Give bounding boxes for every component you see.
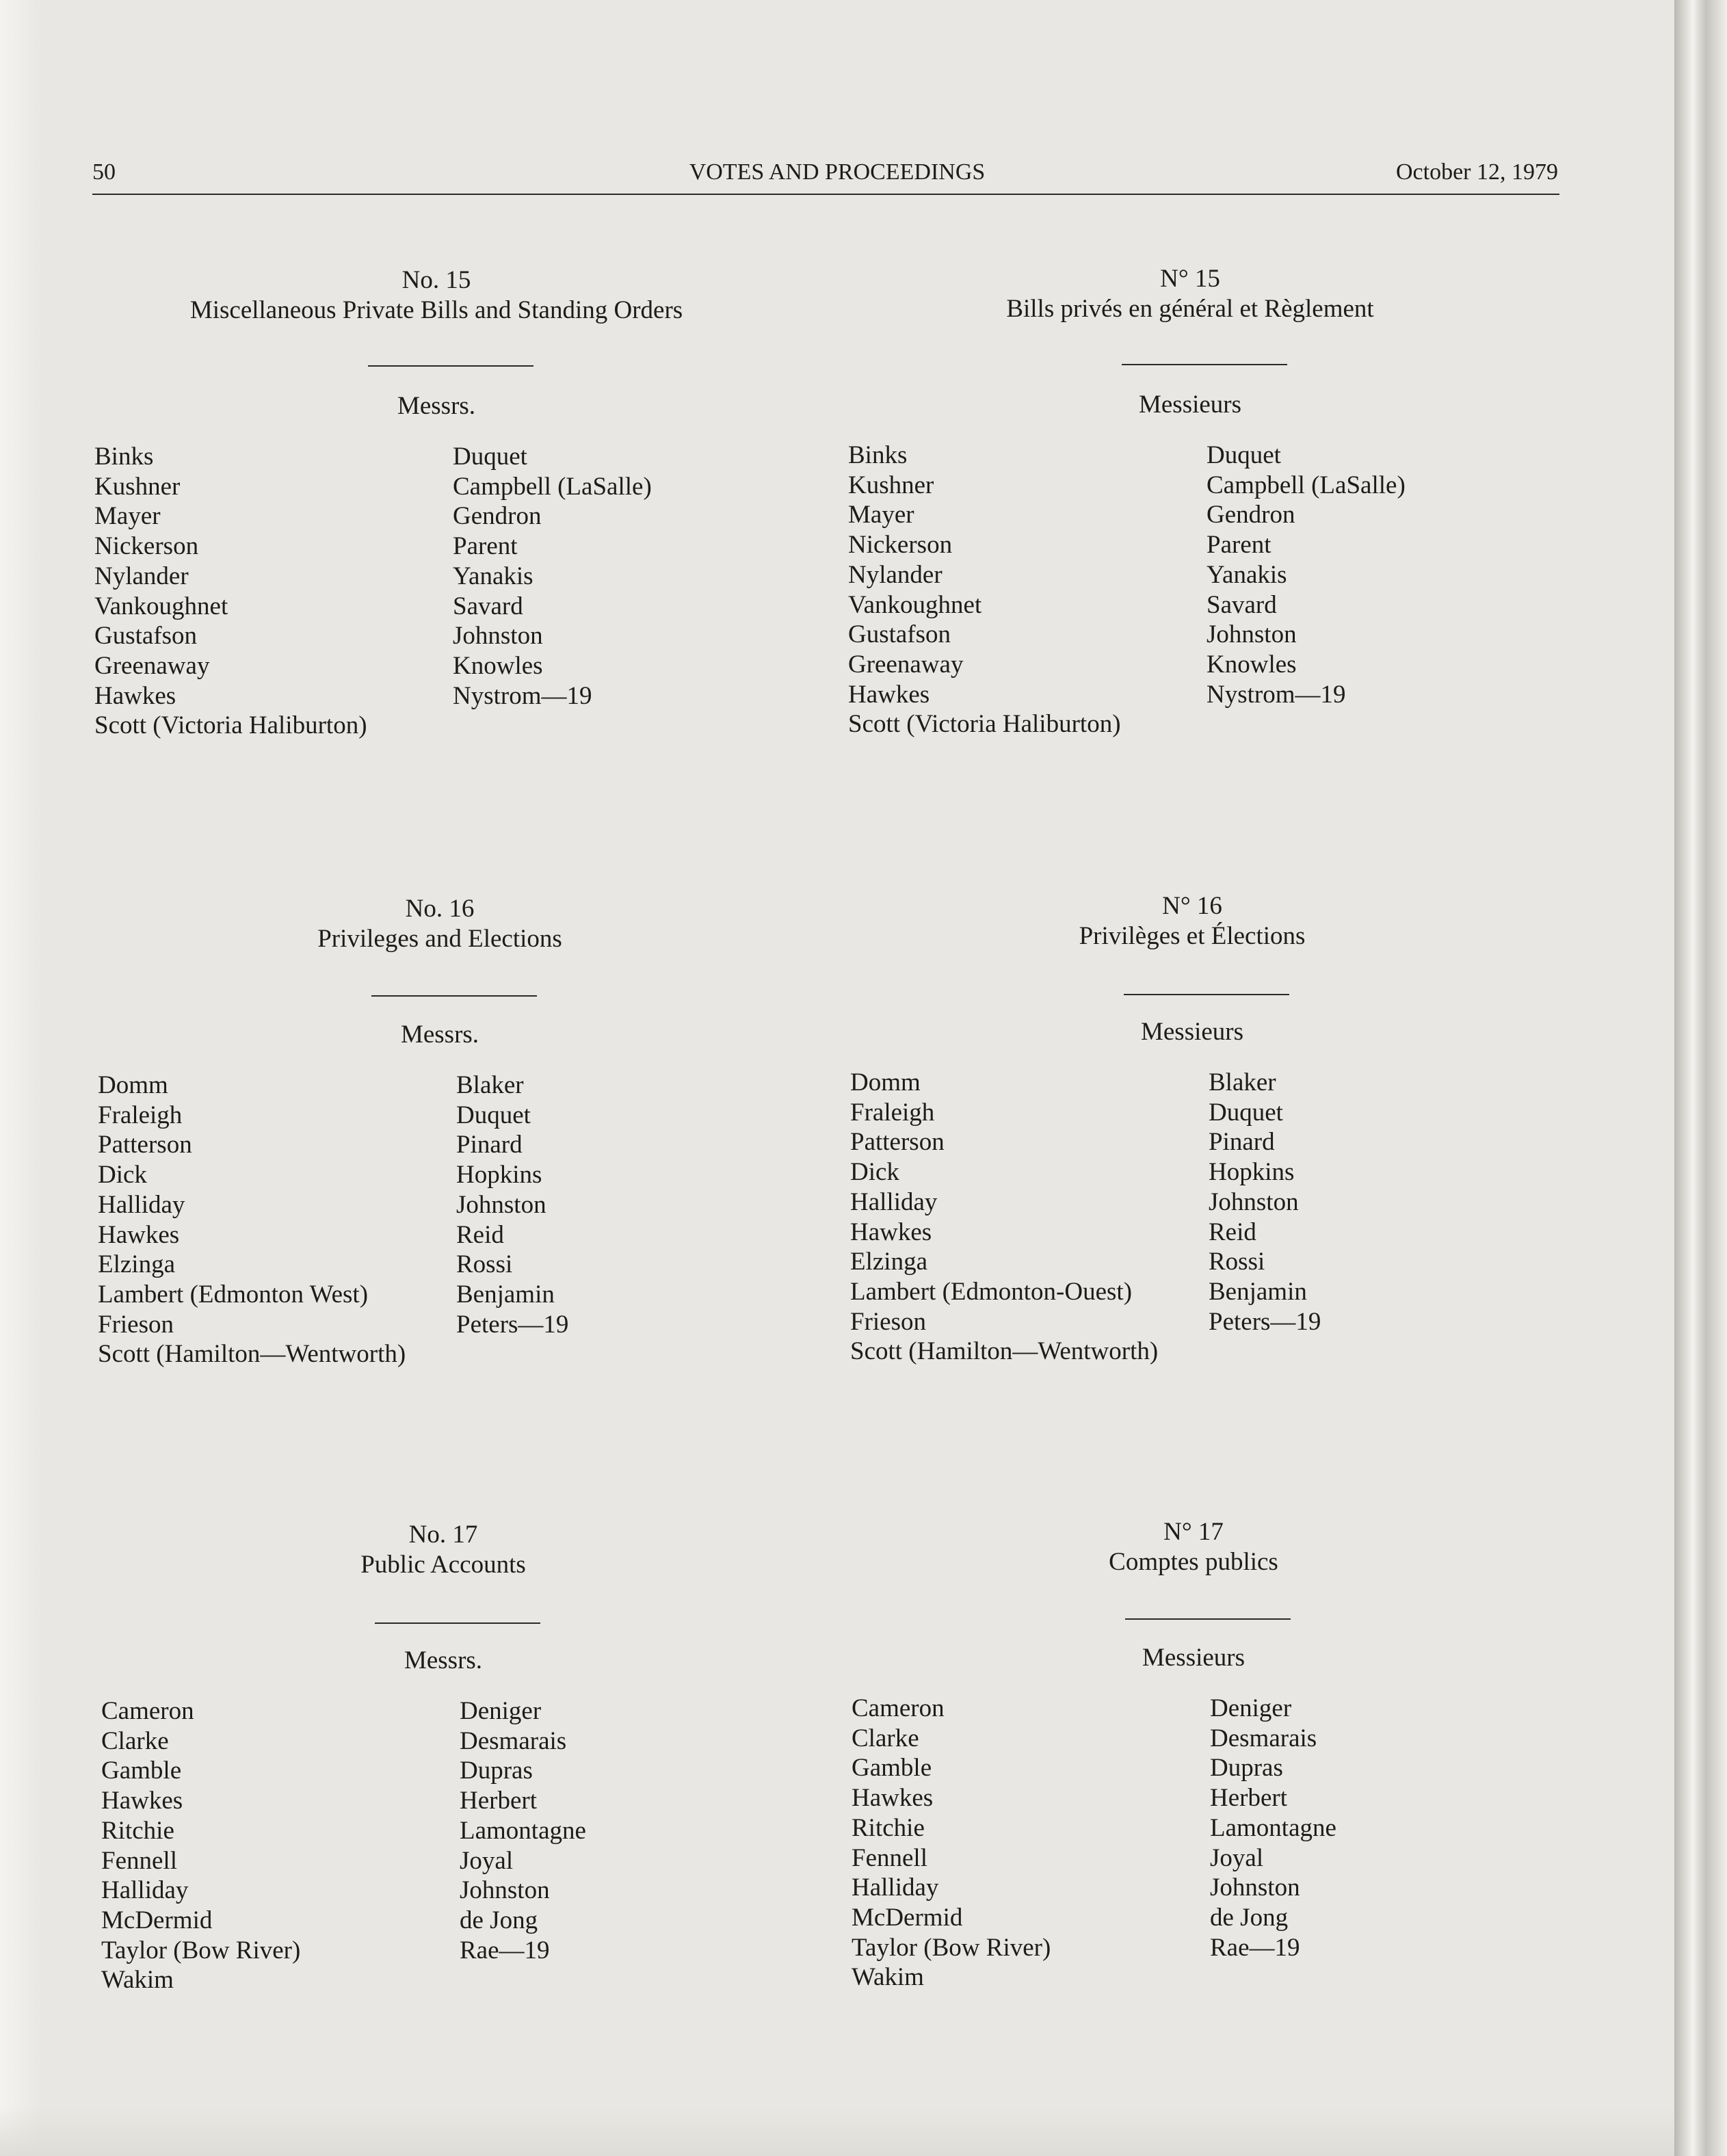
running-header-title: VOTES AND PROCEEDINGS xyxy=(689,159,986,185)
members-column-left xyxy=(852,1694,1051,1993)
member-name: Taylor (Bow River) xyxy=(852,1933,1051,1962)
committee-title: Comptes publics xyxy=(1109,1548,1278,1576)
member-name: Rossi xyxy=(456,1250,513,1279)
member-name: Greenaway xyxy=(848,650,964,679)
members-column-left xyxy=(850,1068,1158,1367)
member-name: Lamontagne xyxy=(460,1816,586,1845)
member-name: Kushner xyxy=(94,472,181,501)
member-name: Joyal xyxy=(460,1846,514,1875)
members-column-right xyxy=(1207,441,1406,709)
member-name: McDermid xyxy=(101,1906,213,1934)
member-name: Johnston xyxy=(1209,1187,1299,1216)
members-column-right xyxy=(1209,1068,1321,1337)
page-number: 50 xyxy=(92,159,116,185)
section-rule xyxy=(368,365,533,367)
section-rule xyxy=(1125,1618,1291,1620)
member-name: Pinard xyxy=(1209,1128,1275,1157)
member-name: Vankoughnet xyxy=(94,592,228,620)
member-name: Johnston xyxy=(453,622,543,650)
header-rule xyxy=(92,194,1559,195)
section-rule xyxy=(371,995,537,997)
committee-title: Privilèges et Élections xyxy=(1079,922,1306,950)
member-name: Hawkes xyxy=(94,681,176,710)
member-name: Clarke xyxy=(852,1724,919,1752)
member-name: Peters—19 xyxy=(1209,1307,1321,1336)
section-rule xyxy=(1124,994,1289,995)
page-bottom-shade xyxy=(0,2107,1674,2156)
member-name: Vankoughnet xyxy=(848,590,982,619)
member-name: Hawkes xyxy=(850,1218,932,1246)
member-name: Johnston xyxy=(456,1190,546,1219)
member-name: Nylander xyxy=(848,560,942,589)
committee-number: N° 17 xyxy=(1163,1518,1224,1546)
member-name: Gendron xyxy=(453,502,542,531)
member-name: Campbell (LaSalle) xyxy=(1207,471,1406,499)
member-name: Mayer xyxy=(848,501,914,529)
member-name: Binks xyxy=(94,443,154,471)
committee-number: No. 17 xyxy=(408,1521,478,1549)
member-name: Dupras xyxy=(460,1757,533,1785)
members-column-right xyxy=(1210,1694,1336,1962)
member-name: Blaker xyxy=(1209,1068,1276,1096)
section-rule xyxy=(375,1622,540,1624)
member-name: Benjamin xyxy=(456,1280,555,1309)
member-name: Rae—19 xyxy=(460,1936,550,1964)
member-name: Halliday xyxy=(98,1190,185,1219)
member-name: Gamble xyxy=(852,1754,932,1783)
member-name: Knowles xyxy=(1207,650,1297,679)
members-heading: Messrs. xyxy=(400,1021,479,1049)
member-name: Savard xyxy=(1207,590,1277,619)
member-name: Hawkes xyxy=(848,680,930,709)
member-name: Hawkes xyxy=(98,1220,180,1249)
member-name: Nickerson xyxy=(848,531,953,560)
member-name: Gamble xyxy=(101,1757,182,1785)
member-name: Hawkes xyxy=(101,1787,183,1815)
member-name: Elzinga xyxy=(98,1250,176,1279)
member-name: Johnston xyxy=(460,1876,550,1905)
member-name: Reid xyxy=(456,1220,504,1249)
member-name: Reid xyxy=(1209,1218,1256,1246)
member-name: de Jong xyxy=(460,1906,538,1934)
committee-number: No. 15 xyxy=(401,266,471,294)
member-name: Nystrom—19 xyxy=(1207,680,1346,709)
members-heading: Messieurs xyxy=(1138,391,1242,419)
member-name: Lambert (Edmonton West) xyxy=(98,1280,369,1309)
member-name: Kushner xyxy=(848,471,934,499)
member-name: Mayer xyxy=(94,502,161,531)
member-name: McDermid xyxy=(852,1903,963,1932)
member-name: Peters—19 xyxy=(456,1310,569,1339)
committee-number: N° 16 xyxy=(1162,892,1222,920)
member-name: Nickerson xyxy=(94,532,199,561)
member-name: Fraleigh xyxy=(850,1098,935,1127)
member-name: Patterson xyxy=(98,1131,192,1159)
member-name: Nystrom—19 xyxy=(453,681,592,710)
members-heading: Messieurs xyxy=(1140,1018,1244,1046)
members-heading: Messrs. xyxy=(397,392,476,420)
member-name: Duquet xyxy=(456,1101,531,1129)
member-name: Gustafson xyxy=(848,620,951,649)
members-column-left xyxy=(848,441,1121,739)
member-name: Johnston xyxy=(1210,1874,1300,1902)
committee-title: Bills privés en général et Règlement xyxy=(1006,295,1374,323)
member-name: Johnston xyxy=(1207,620,1297,649)
member-name: Domm xyxy=(850,1068,921,1096)
members-column-left xyxy=(94,442,367,741)
member-name: Frieson xyxy=(850,1307,926,1336)
member-name: Desmarais xyxy=(460,1726,567,1755)
member-name: Fraleigh xyxy=(98,1101,183,1129)
member-name: Benjamin xyxy=(1209,1277,1307,1306)
member-name: Fennell xyxy=(852,1843,927,1872)
member-name: Cameron xyxy=(852,1694,945,1722)
member-name: Lamontagne xyxy=(1210,1813,1336,1842)
member-name: Parent xyxy=(453,532,518,561)
committee-number: N° 15 xyxy=(1160,265,1220,293)
member-name: Halliday xyxy=(852,1874,939,1902)
member-name: Wakim xyxy=(101,1966,174,1995)
members-column-right xyxy=(453,442,652,711)
member-name: Joyal xyxy=(1210,1843,1264,1872)
member-name: Deniger xyxy=(460,1697,542,1725)
member-name: Gustafson xyxy=(94,622,198,650)
member-name: Dick xyxy=(98,1161,147,1189)
member-name: Duquet xyxy=(1209,1098,1283,1127)
member-name: Savard xyxy=(453,592,523,620)
member-name: Domm xyxy=(98,1071,168,1099)
member-name: Frieson xyxy=(98,1310,174,1339)
running-header-date: October 12, 1979 xyxy=(1395,159,1558,185)
member-name: Scott (Hamilton—Wentworth) xyxy=(850,1337,1159,1366)
committee-number: No. 16 xyxy=(405,895,475,923)
member-name: Taylor (Bow River) xyxy=(101,1936,301,1964)
member-name: Pinard xyxy=(456,1131,523,1159)
committee-title: Privileges and Elections xyxy=(317,925,562,953)
members-heading: Messieurs xyxy=(1142,1644,1245,1672)
member-name: Duquet xyxy=(1207,441,1281,469)
member-name: Herbert xyxy=(460,1787,537,1815)
member-name: Hopkins xyxy=(1209,1158,1295,1187)
committee-title: Public Accounts xyxy=(360,1551,526,1579)
member-name: Duquet xyxy=(453,443,527,471)
member-name: Parent xyxy=(1207,531,1271,560)
member-name: Knowles xyxy=(453,651,543,680)
member-name: Wakim xyxy=(852,1963,924,1992)
book-page-edges xyxy=(1674,0,1727,2156)
member-name: Yanakis xyxy=(1207,560,1287,589)
member-name: Scott (Victoria Haliburton) xyxy=(848,710,1121,739)
members-column-left xyxy=(101,1696,300,1995)
member-name: Nylander xyxy=(94,562,189,590)
member-name: Clarke xyxy=(101,1726,169,1755)
member-name: Hopkins xyxy=(456,1161,542,1189)
member-name: Halliday xyxy=(101,1876,189,1905)
members-column-left xyxy=(98,1070,406,1369)
member-name: Herbert xyxy=(1210,1784,1287,1813)
member-name: Deniger xyxy=(1210,1694,1292,1722)
member-name: Lambert (Edmonton-Ouest) xyxy=(850,1277,1133,1306)
members-heading: Messrs. xyxy=(404,1646,483,1674)
page-gutter-shade xyxy=(0,0,41,2156)
section-rule xyxy=(1122,364,1287,365)
member-name: Campbell (LaSalle) xyxy=(453,472,652,501)
member-name: Dick xyxy=(850,1158,899,1187)
member-name: Hawkes xyxy=(852,1784,934,1813)
member-name: Scott (Hamilton—Wentworth) xyxy=(98,1340,406,1369)
member-name: Blaker xyxy=(456,1071,524,1099)
member-name: Cameron xyxy=(101,1697,194,1725)
member-name: de Jong xyxy=(1210,1903,1289,1932)
member-name: Rossi xyxy=(1209,1248,1265,1276)
member-name: Patterson xyxy=(850,1128,945,1157)
member-name: Dupras xyxy=(1210,1754,1283,1783)
members-column-right xyxy=(460,1696,586,1965)
member-name: Gendron xyxy=(1207,501,1295,529)
member-name: Scott (Victoria Haliburton) xyxy=(94,711,367,740)
member-name: Yanakis xyxy=(453,562,533,590)
member-name: Halliday xyxy=(850,1187,938,1216)
members-column-right xyxy=(456,1070,568,1339)
committee-title: Miscellaneous Private Bills and Standing Orders xyxy=(189,296,683,324)
member-name: Ritchie xyxy=(101,1816,174,1845)
member-name: Binks xyxy=(848,441,908,469)
member-name: Elzinga xyxy=(850,1248,928,1276)
member-name: Ritchie xyxy=(852,1813,925,1842)
member-name: Rae—19 xyxy=(1210,1933,1300,1962)
member-name: Desmarais xyxy=(1210,1724,1317,1752)
member-name: Fennell xyxy=(101,1846,177,1875)
member-name: Greenaway xyxy=(94,651,210,680)
